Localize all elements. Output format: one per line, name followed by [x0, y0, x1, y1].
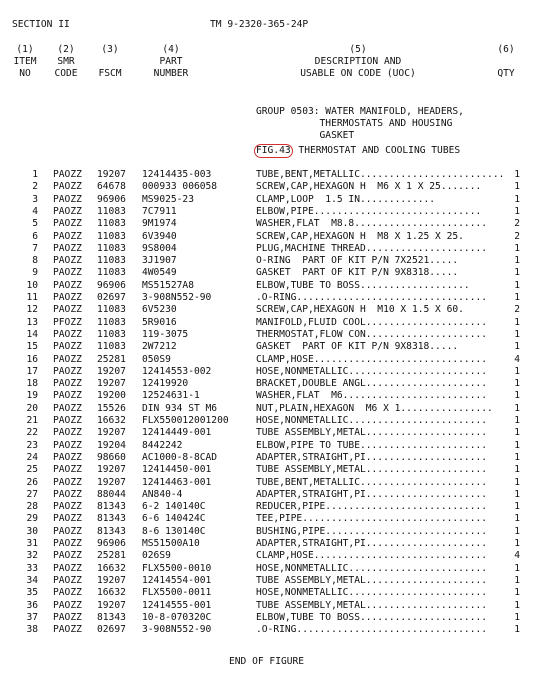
- description: .O-RING.................................: [256, 624, 488, 636]
- smr-code: PAOZZ: [53, 488, 82, 500]
- part-number: 3-908N552-90: [142, 624, 212, 636]
- group-title-line-3: GASKET: [256, 130, 355, 141]
- table-row: [0, 231, 549, 243]
- fscm-code: 81343: [97, 501, 126, 513]
- description: ELBOW,PIPE TO TUBE......................: [256, 439, 488, 451]
- part-number: 026S9: [142, 550, 171, 562]
- quantity: 2: [514, 218, 520, 230]
- table-row: [0, 587, 549, 599]
- description: TUBE,BENT,METALLIC......................: [256, 476, 488, 488]
- item-number: 33: [26, 562, 38, 574]
- quantity: 1: [514, 328, 520, 340]
- smr-code: PAOZZ: [53, 230, 82, 242]
- tm-number: TM 9-2320-365-24P: [210, 19, 309, 30]
- description: HOSE,NONMETALLIC........................: [256, 562, 488, 574]
- description: O-RING PART OF KIT P/N 7X2521.....: [256, 255, 459, 267]
- smr-code: PAOZZ: [53, 439, 82, 451]
- description: HOSE,NONMETALLIC........................: [256, 415, 488, 426]
- table-row: [0, 612, 549, 624]
- item-number: 21: [26, 415, 38, 426]
- fscm-code: 11083: [97, 341, 126, 353]
- part-number: 6V3940: [142, 230, 177, 242]
- item-number: 25: [26, 464, 38, 476]
- description: NUT,PLAIN,HEXAGON M6 X 1................: [256, 402, 493, 414]
- item-number: 35: [26, 587, 38, 599]
- part-number: 12414555-001: [142, 599, 212, 611]
- table-row: [0, 280, 549, 292]
- description: CLAMP,LOOP 1.5 IN.............: [256, 193, 436, 205]
- quantity: 1: [514, 415, 520, 426]
- quantity: 1: [514, 402, 520, 414]
- quantity: 1: [514, 525, 520, 537]
- table-row: [0, 415, 549, 427]
- quantity: 1: [514, 378, 520, 390]
- smr-code: PAOZZ: [53, 599, 82, 611]
- fscm-code: 02697: [97, 624, 126, 636]
- part-number: FLX550012001200: [142, 415, 229, 426]
- fscm-code: 19207: [97, 464, 126, 476]
- smr-code: PAOZZ: [53, 378, 82, 390]
- quantity: 4: [514, 353, 520, 365]
- item-number: 32: [26, 550, 38, 562]
- smr-code: PAOZZ: [53, 624, 82, 636]
- fscm-code: 02697: [97, 292, 126, 303]
- item-number: 26: [26, 476, 38, 488]
- item-number: 20: [26, 402, 38, 414]
- fscm-code: 11083: [97, 255, 126, 267]
- table-row: [0, 366, 549, 378]
- item-number: 10: [26, 279, 38, 291]
- fscm-code: 81343: [97, 611, 126, 623]
- part-number: 5R9016: [142, 316, 177, 328]
- table-row: [0, 292, 549, 304]
- description: SCREW,CAP,HEXAGON H M8 X 1.25 X 25.: [256, 230, 464, 242]
- smr-code: PFOZZ: [53, 316, 82, 328]
- table-row: [0, 403, 549, 415]
- description: TUBE ASSEMBLY,METAL.....................: [256, 599, 488, 611]
- quantity: 1: [514, 255, 520, 267]
- item-number: 24: [26, 451, 38, 463]
- smr-code: PAOZZ: [53, 181, 82, 193]
- description: THERMOSTAT,FLOW CON.....................: [256, 328, 488, 340]
- table-row: [0, 194, 549, 206]
- column-header-qty: (6) QTY: [497, 44, 515, 79]
- part-number: 12414450-001: [142, 464, 212, 476]
- smr-code: PAOZZ: [53, 402, 82, 414]
- quantity: 1: [514, 599, 520, 611]
- table-row: [0, 378, 549, 390]
- table-row: [0, 354, 549, 366]
- description: TUBE ASSEMBLY,METAL.....................: [256, 464, 488, 476]
- smr-code: PAOZZ: [53, 476, 82, 488]
- table-row: [0, 489, 549, 501]
- description: ELBOW,TUBE TO BOSS...................: [256, 279, 470, 291]
- smr-code: PAOZZ: [53, 267, 82, 279]
- smr-code: PAOZZ: [53, 365, 82, 377]
- item-number: 11: [26, 292, 38, 303]
- item-number: 12: [26, 304, 38, 316]
- fscm-code: 19207: [97, 427, 126, 439]
- item-number: 28: [26, 501, 38, 513]
- fscm-code: 98660: [97, 451, 126, 463]
- column-header-item-no: (1) ITEM NO: [13, 44, 37, 79]
- figure-title-text: THERMOSTAT AND COOLING TUBES: [292, 145, 461, 156]
- part-number: 10-8-070320C: [142, 611, 212, 623]
- smr-code: PAOZZ: [53, 193, 82, 205]
- part-number: 9S8004: [142, 242, 177, 254]
- part-number: 7C7911: [142, 205, 177, 217]
- part-number: FLX5500-0011: [142, 587, 212, 599]
- quantity: 2: [514, 304, 520, 316]
- quantity: 1: [514, 279, 520, 291]
- table-row: [0, 390, 549, 402]
- table-row: [0, 477, 549, 489]
- quantity: 1: [514, 169, 520, 180]
- description: TUBE,BENT,METALLIC.........................: [256, 169, 505, 180]
- fscm-code: 96906: [97, 538, 126, 549]
- group-title-line-2: THERMOSTATS AND HOUSING: [256, 118, 453, 129]
- part-number: 6-2 140140C: [142, 501, 206, 513]
- quantity: 1: [514, 242, 520, 254]
- fscm-code: 96906: [97, 193, 126, 205]
- item-number: 13: [26, 316, 38, 328]
- table-row: [0, 440, 549, 452]
- item-number: 16: [26, 353, 38, 365]
- table-row: [0, 255, 549, 267]
- item-number: 23: [26, 439, 38, 451]
- description: ADAPTER,STRAIGHT,PI.....................: [256, 488, 488, 500]
- item-number: 2: [32, 181, 38, 193]
- item-number: 34: [26, 574, 38, 586]
- fscm-code: 19207: [97, 574, 126, 586]
- quantity: 2: [514, 230, 520, 242]
- quantity: 1: [514, 267, 520, 279]
- fscm-code: 25281: [97, 550, 126, 562]
- fscm-code: 19207: [97, 378, 126, 390]
- column-header-description: (5) DESCRIPTION AND USABLE ON CODE (UOC): [300, 44, 416, 79]
- part-number: 000933 006058: [142, 181, 218, 193]
- quantity: 1: [514, 611, 520, 623]
- item-number: 14: [26, 328, 38, 340]
- table-row: [0, 218, 549, 230]
- part-number: 12414463-001: [142, 476, 212, 488]
- description: SCREW,CAP,HEXAGON H M6 X 1 X 25.......: [256, 181, 482, 193]
- fscm-code: 11083: [97, 242, 126, 254]
- quantity: 1: [514, 181, 520, 193]
- table-row: [0, 206, 549, 218]
- fscm-code: 96906: [97, 279, 126, 291]
- part-number: 8-6 130140C: [142, 525, 206, 537]
- item-number: 7: [32, 242, 38, 254]
- quantity: 1: [514, 205, 520, 217]
- part-number: 12414435-003: [142, 169, 212, 180]
- fscm-code: 19207: [97, 599, 126, 611]
- quantity: 1: [514, 292, 520, 303]
- part-number: 050S9: [142, 353, 171, 365]
- fscm-code: 81343: [97, 525, 126, 537]
- part-number: 12524631-1: [142, 390, 200, 402]
- table-row: [0, 181, 549, 193]
- table-row: [0, 501, 549, 513]
- quantity: 1: [514, 587, 520, 599]
- quantity: 1: [514, 624, 520, 636]
- table-row: [0, 550, 549, 562]
- fscm-code: 88044: [97, 488, 126, 500]
- quantity: 1: [514, 439, 520, 451]
- fscm-code: 11083: [97, 316, 126, 328]
- quantity: 1: [514, 476, 520, 488]
- quantity: 4: [514, 550, 520, 562]
- part-number: 9M1974: [142, 218, 177, 230]
- table-row: [0, 452, 549, 464]
- smr-code: PAOZZ: [53, 562, 82, 574]
- part-number: MS9025-23: [142, 193, 194, 205]
- item-number: 1: [32, 169, 38, 180]
- smr-code: PAOZZ: [53, 255, 82, 267]
- item-number: 19: [26, 390, 38, 402]
- smr-code: PAOZZ: [53, 513, 82, 525]
- smr-code: PAOZZ: [53, 341, 82, 353]
- fscm-code: 19207: [97, 365, 126, 377]
- column-header-smr-code: (2) SMR CODE: [54, 44, 78, 79]
- part-number: MS51527A8: [142, 279, 194, 291]
- fscm-code: 15526: [97, 402, 126, 414]
- quantity: 1: [514, 365, 520, 377]
- part-number: 12414449-001: [142, 427, 212, 439]
- description: TUBE ASSEMBLY,METAL.....................: [256, 574, 488, 586]
- smr-code: PAOZZ: [53, 279, 82, 291]
- part-number: 6V5230: [142, 304, 177, 316]
- group-title-line-1: GROUP 0503: WATER MANIFOLD, HEADERS,: [256, 106, 464, 117]
- smr-code: PAOZZ: [53, 611, 82, 623]
- table-row: [0, 600, 549, 612]
- smr-code: PAOZZ: [53, 390, 82, 402]
- table-row: [0, 563, 549, 575]
- part-number: MS51500A10: [142, 538, 200, 549]
- column-header-fscm: (3) FSCM: [98, 44, 122, 79]
- item-number: 9: [32, 267, 38, 279]
- fscm-code: 19207: [97, 169, 126, 180]
- item-number: 38: [26, 624, 38, 636]
- quantity: 1: [514, 427, 520, 439]
- description: .O-RING.................................: [256, 292, 488, 303]
- figure-reference-link[interactable]: FIG.43: [256, 145, 291, 156]
- description: ADAPTER,STRAIGHT,PI.....................: [256, 538, 488, 549]
- smr-code: PAOZZ: [53, 451, 82, 463]
- part-number: 3J1907: [142, 255, 177, 267]
- smr-code: PAOZZ: [53, 415, 82, 426]
- smr-code: PAOZZ: [53, 574, 82, 586]
- description: HOSE,NONMETALLIC........................: [256, 587, 488, 599]
- item-number: 5: [32, 218, 38, 230]
- part-number: 119-3075: [142, 328, 189, 340]
- quantity: 1: [514, 390, 520, 402]
- part-number: 12419920: [142, 378, 189, 390]
- fscm-code: 11083: [97, 328, 126, 340]
- description: BUSHING,PIPE............................: [256, 525, 488, 537]
- end-of-figure: END OF FIGURE: [229, 656, 305, 667]
- table-row: [0, 538, 549, 550]
- figure-title: [256, 144, 460, 158]
- description: HOSE,NONMETALLIC........................: [256, 365, 488, 377]
- smr-code: PAOZZ: [53, 242, 82, 254]
- quantity: 1: [514, 501, 520, 513]
- table-row: [0, 624, 549, 636]
- item-number: 4: [32, 205, 38, 217]
- part-number: 12414554-001: [142, 574, 212, 586]
- item-number: 3: [32, 193, 38, 205]
- quantity: 1: [514, 488, 520, 500]
- part-number: AC1000-8-8CAD: [142, 451, 218, 463]
- quantity: 1: [514, 562, 520, 574]
- table-row: [0, 427, 549, 439]
- fscm-code: 11083: [97, 230, 126, 242]
- item-number: 30: [26, 525, 38, 537]
- smr-code: PAOZZ: [53, 169, 82, 180]
- table-row: [0, 575, 549, 587]
- smr-code: PAOZZ: [53, 328, 82, 340]
- table-row: [0, 304, 549, 316]
- quantity: 1: [514, 464, 520, 476]
- table-row: [0, 513, 549, 525]
- smr-code: PAOZZ: [53, 218, 82, 230]
- fscm-code: 19207: [97, 476, 126, 488]
- description: CLAMP,HOSE..............................: [256, 550, 488, 562]
- table-row: [0, 267, 549, 279]
- description: PLUG,MACHINE THREAD.....................: [256, 242, 488, 254]
- description: ELBOW,PIPE.............................: [256, 205, 482, 217]
- item-number: 8: [32, 255, 38, 267]
- fscm-code: 16632: [97, 415, 126, 426]
- smr-code: PAOZZ: [53, 292, 82, 303]
- part-number: FLX5500-0010: [142, 562, 212, 574]
- fscm-code: 16632: [97, 587, 126, 599]
- part-number: AN840-4: [142, 488, 183, 500]
- fscm-code: 16632: [97, 562, 126, 574]
- description: GASKET PART OF KIT P/N 9X8318.....: [256, 267, 459, 279]
- fscm-code: 11083: [97, 267, 126, 279]
- smr-code: PAOZZ: [53, 427, 82, 439]
- smr-code: PAOZZ: [53, 304, 82, 316]
- table-row: [0, 341, 549, 353]
- item-number: 18: [26, 378, 38, 390]
- part-number: 6-6 140424C: [142, 513, 206, 525]
- description: BRACKET,DOUBLE ANGL.....................: [256, 378, 488, 390]
- part-number: 2W7212: [142, 341, 177, 353]
- table-row: [0, 243, 549, 255]
- description: WASHER,FLAT M8.8.......................: [256, 218, 488, 230]
- table-row: [0, 526, 549, 538]
- item-number: 6: [32, 230, 38, 242]
- description: WASHER,FLAT M6.........................: [256, 390, 488, 402]
- quantity: 1: [514, 451, 520, 463]
- quantity: 1: [514, 538, 520, 549]
- item-number: 37: [26, 611, 38, 623]
- quantity: 1: [514, 193, 520, 205]
- column-header-part-number: (4) PART NUMBER: [153, 44, 189, 79]
- smr-code: PAOZZ: [53, 550, 82, 562]
- smr-code: PAOZZ: [53, 353, 82, 365]
- fscm-code: 19200: [97, 390, 126, 402]
- fscm-code: 81343: [97, 513, 126, 525]
- description: TUBE ASSEMBLY,METAL.....................: [256, 427, 488, 439]
- part-number: 12414553-002: [142, 365, 212, 377]
- description: GASKET PART OF KIT P/N 9X8318.....: [256, 341, 459, 353]
- item-number: 17: [26, 365, 38, 377]
- description: MANIFOLD,FLUID COOL.....................: [256, 316, 488, 328]
- part-number: 4W0549: [142, 267, 177, 279]
- quantity: 1: [514, 341, 520, 353]
- table-row: [0, 317, 549, 329]
- smr-code: PAOZZ: [53, 587, 82, 599]
- item-number: 31: [26, 538, 38, 549]
- section-heading: SECTION II: [12, 19, 70, 30]
- part-number: 8442242: [142, 439, 183, 451]
- part-number: 3-908N552-90: [142, 292, 212, 303]
- smr-code: PAOZZ: [53, 525, 82, 537]
- quantity: 1: [514, 316, 520, 328]
- quantity: 1: [514, 513, 520, 525]
- fscm-code: 25281: [97, 353, 126, 365]
- description: SCREW,CAP,HEXAGON H M10 X 1.5 X 60.: [256, 304, 464, 316]
- item-number: 29: [26, 513, 38, 525]
- description: REDUCER,PIPE............................: [256, 501, 488, 513]
- fscm-code: 19204: [97, 439, 126, 451]
- smr-code: PAOZZ: [53, 205, 82, 217]
- item-number: 22: [26, 427, 38, 439]
- description: TEE,PIPE................................: [256, 513, 488, 525]
- part-number: DIN 934 ST M6: [142, 402, 218, 414]
- fscm-code: 11083: [97, 205, 126, 217]
- table-row: [0, 464, 549, 476]
- table-row: [0, 169, 549, 181]
- item-number: 27: [26, 488, 38, 500]
- fscm-code: 11083: [97, 304, 126, 316]
- smr-code: PAOZZ: [53, 501, 82, 513]
- item-number: 36: [26, 599, 38, 611]
- item-number: 15: [26, 341, 38, 353]
- quantity: 1: [514, 574, 520, 586]
- fscm-code: 64678: [97, 181, 126, 193]
- description: CLAMP,HOSE..............................: [256, 353, 488, 365]
- fscm-code: 11083: [97, 218, 126, 230]
- smr-code: PAOZZ: [53, 464, 82, 476]
- description: ELBOW,TUBE TO BOSS......................: [256, 611, 488, 623]
- description: ADAPTER,STRAIGHT,PI.....................: [256, 451, 488, 463]
- smr-code: PAOZZ: [53, 538, 82, 549]
- table-row: [0, 329, 549, 341]
